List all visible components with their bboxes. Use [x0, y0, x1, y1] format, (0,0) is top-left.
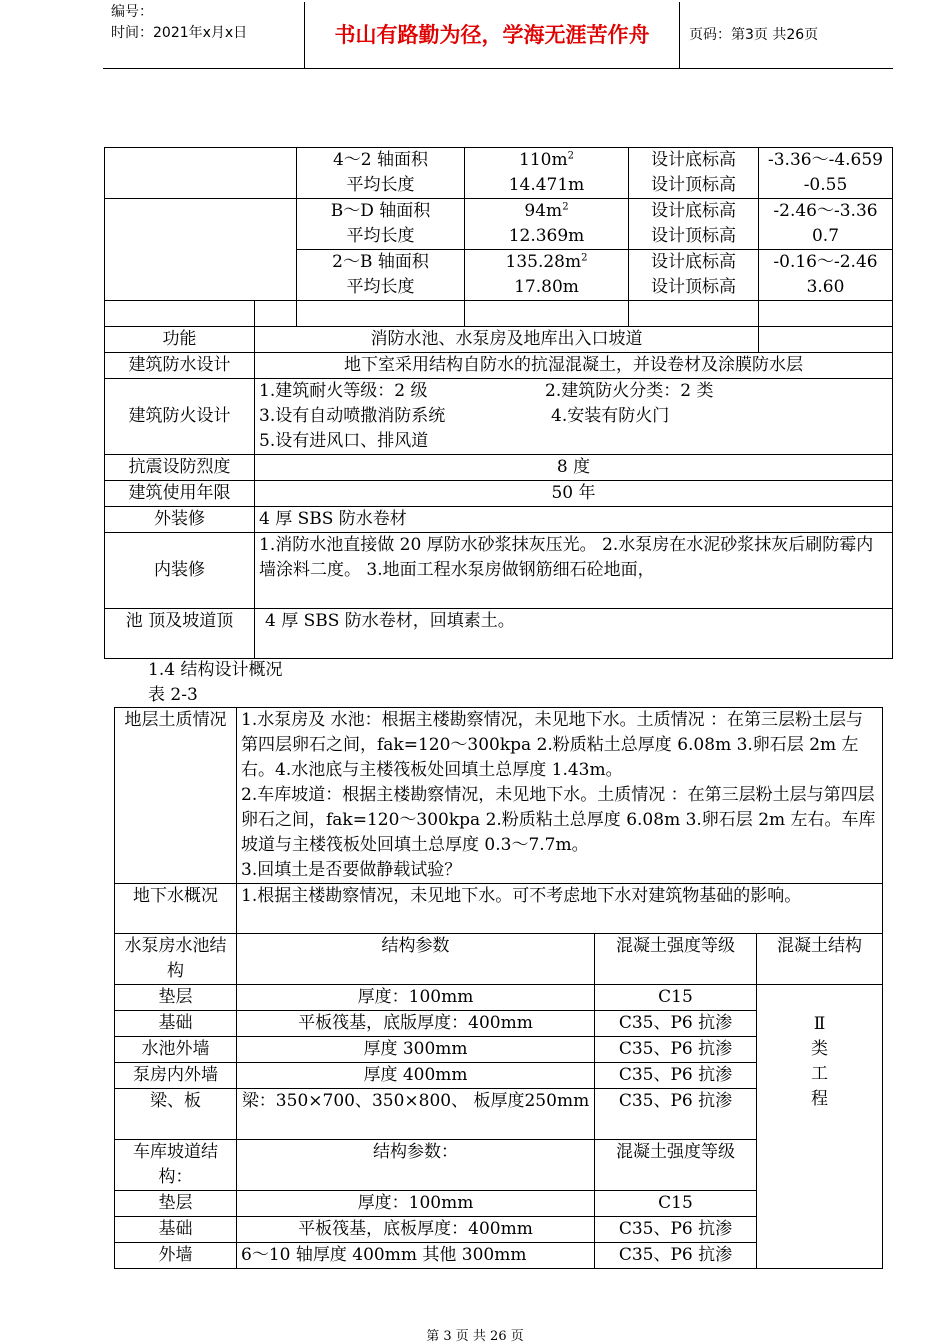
table-row: [105, 379, 893, 455]
function-label: 功能: [105, 327, 255, 353]
fire-label: 建筑防火设计: [105, 379, 255, 455]
groundwater-value: 1.根据主楼勘察情况，未见地下水。可不考虑地下水对建筑物基础的影响。: [237, 884, 883, 934]
col-header-structure: 混凝土结构: [757, 934, 883, 985]
col-header-params: 结构参数: [237, 934, 595, 985]
service-life-value: 50 年: [255, 481, 893, 507]
table-row: [105, 533, 893, 609]
table-row-empty: [105, 301, 893, 327]
area-label: 4～2 轴面积: [332, 150, 429, 170]
table-row: 4～2 轴面积 平均长度 $110m^2$ 14.471m 设计底标高 设计顶标高 -3.36～-4.659 -0.55: [105, 148, 893, 199]
roof-label: 池 顶及坡道顶: [105, 609, 255, 659]
page-header: [103, 0, 893, 69]
table-row: 2～B 轴面积 平均长度 $135.28m^2$ 17.80m 设计底标高 设计顶标高 -0.16～-2.46 3.60: [105, 250, 893, 301]
col-header-grade: 混凝土强度等级: [595, 934, 757, 985]
table-row: 基础 平板筏基，底板厚度：400mm C35、P6 抗渗: [115, 1217, 883, 1243]
ramp-structure-label: 车库坡道结构：: [115, 1140, 237, 1191]
service-life-label: 建筑使用年限: [105, 481, 255, 507]
table-row: 梁、板 梁：350×700、350×800、 板厚度250mm C35、P6 抗渗: [115, 1089, 883, 1140]
table-row: [105, 327, 893, 353]
table-row: [115, 884, 883, 934]
interior-value: 1.消防水池直接做 20 厚防水砂浆抹灰压光。 2.水泵房在水泥砂浆抹灰后刷防霉内墙涂料二度。 3.地面工程水泵房做钢筋细石砼地面，: [255, 533, 893, 609]
header-page-number: 页码：第3页 共26页: [689, 27, 819, 43]
waterproof-value: 地下室采用结构自防水的抗湿混凝土，并设卷材及涂膜防水层: [255, 353, 893, 379]
fire-value: 1.建筑耐火等级：2 级 2.建筑防火分类：2 类 3.设有自动喷撒消防系统 4.安装有防火门 5.设有进风口、排风道: [255, 379, 893, 455]
serial-label: 编号：: [111, 4, 153, 20]
table-row: 垫层 厚度：100mm C15 Ⅱ 类 工 程: [115, 985, 883, 1011]
header-motto: 书山有路勤为径，学海无涯苦作舟: [305, 2, 680, 68]
groundwater-label: 地下水概况: [115, 884, 237, 934]
table-row: [105, 507, 893, 533]
time-label: 时间：2021年x月x日: [111, 25, 248, 41]
table-row: 车库坡道结构： 结构参数： 混凝土强度等级: [115, 1140, 883, 1191]
structure-class: Ⅱ 类 工 程: [757, 985, 883, 1269]
page-footer: 第 3 页 共 26 页: [426, 1329, 524, 1344]
length-value: 14.471m: [508, 175, 585, 195]
function-value: 消防水池、水泵房及地库出入口坡道: [255, 327, 759, 353]
pump-structure-label: 水泵房水池结构: [115, 934, 237, 985]
table-row: 水池外墙 厚度 300mm C35、P6 抗渗: [115, 1037, 883, 1063]
soil-label: 地层土质情况: [115, 708, 237, 884]
table-row: 外墙 6～10 轴厚度 400mm 其他 300mm C35、P6 抗渗: [115, 1243, 883, 1269]
length-label: 平均长度: [346, 175, 415, 195]
seismic-label: 抗震设防烈度: [105, 455, 255, 481]
table-row: 泵房内外墙 厚度 400mm C35、P6 抗渗: [115, 1063, 883, 1089]
roof-value: 4 厚 SBS 防水卷材，回填素土。: [255, 609, 893, 659]
exterior-value: 4 厚 SBS 防水卷材: [255, 507, 893, 533]
seismic-value: 8 度: [255, 455, 893, 481]
table-caption: 表 2-3: [148, 685, 198, 705]
table-row: [105, 455, 893, 481]
building-design-table: [104, 147, 893, 659]
header-meta: [103, 2, 305, 68]
table-row: [105, 353, 893, 379]
table-row: B～D 轴面积 平均长度 $94m^2$ 12.369m 设计底标高 设计顶标高 -2.46～-3.36 0.7: [105, 199, 893, 250]
exterior-label: 外装修: [105, 507, 255, 533]
soil-value: 1.水泵房及 水池：根据主楼勘察情况，未见地下水。土质情况 ：在第三层粉土层与第四层卵石之间，fak=120～300kpa 2.粉质粘土总厚度 6.08m 3.卵石层 2m 左右。4.水池底与主楼筏板处回填土总厚度 1.43m。 2.车库坡道：根据主楼勘察情况，未见地下水。土质情况 ：在第三层粉土层与第四层卵石之间，fak=120～300kpa 2.粉质粘土总厚度 6.08m 3.卵石层 2m 左右。车库坡道与主楼筏板处回填土总厚度 0.3～7.7m。 3.回填土是否要做静载试验？: [237, 708, 883, 884]
waterproof-label: 建筑防水设计: [105, 353, 255, 379]
table-row: [105, 481, 893, 507]
table-row: [105, 609, 893, 659]
section-title: 1.4 结构设计概况: [148, 660, 283, 680]
structure-design-table: [114, 707, 883, 1269]
table-row: 垫层 厚度：100mm C15: [115, 1191, 883, 1217]
table-row: 基础 平板筏基，底版厚度：400mm C35、P6 抗渗: [115, 1011, 883, 1037]
interior-label: 内装修: [105, 533, 255, 609]
table-row: [115, 934, 883, 985]
area-value: $110m^2$: [519, 150, 574, 170]
table-row: [115, 708, 883, 884]
